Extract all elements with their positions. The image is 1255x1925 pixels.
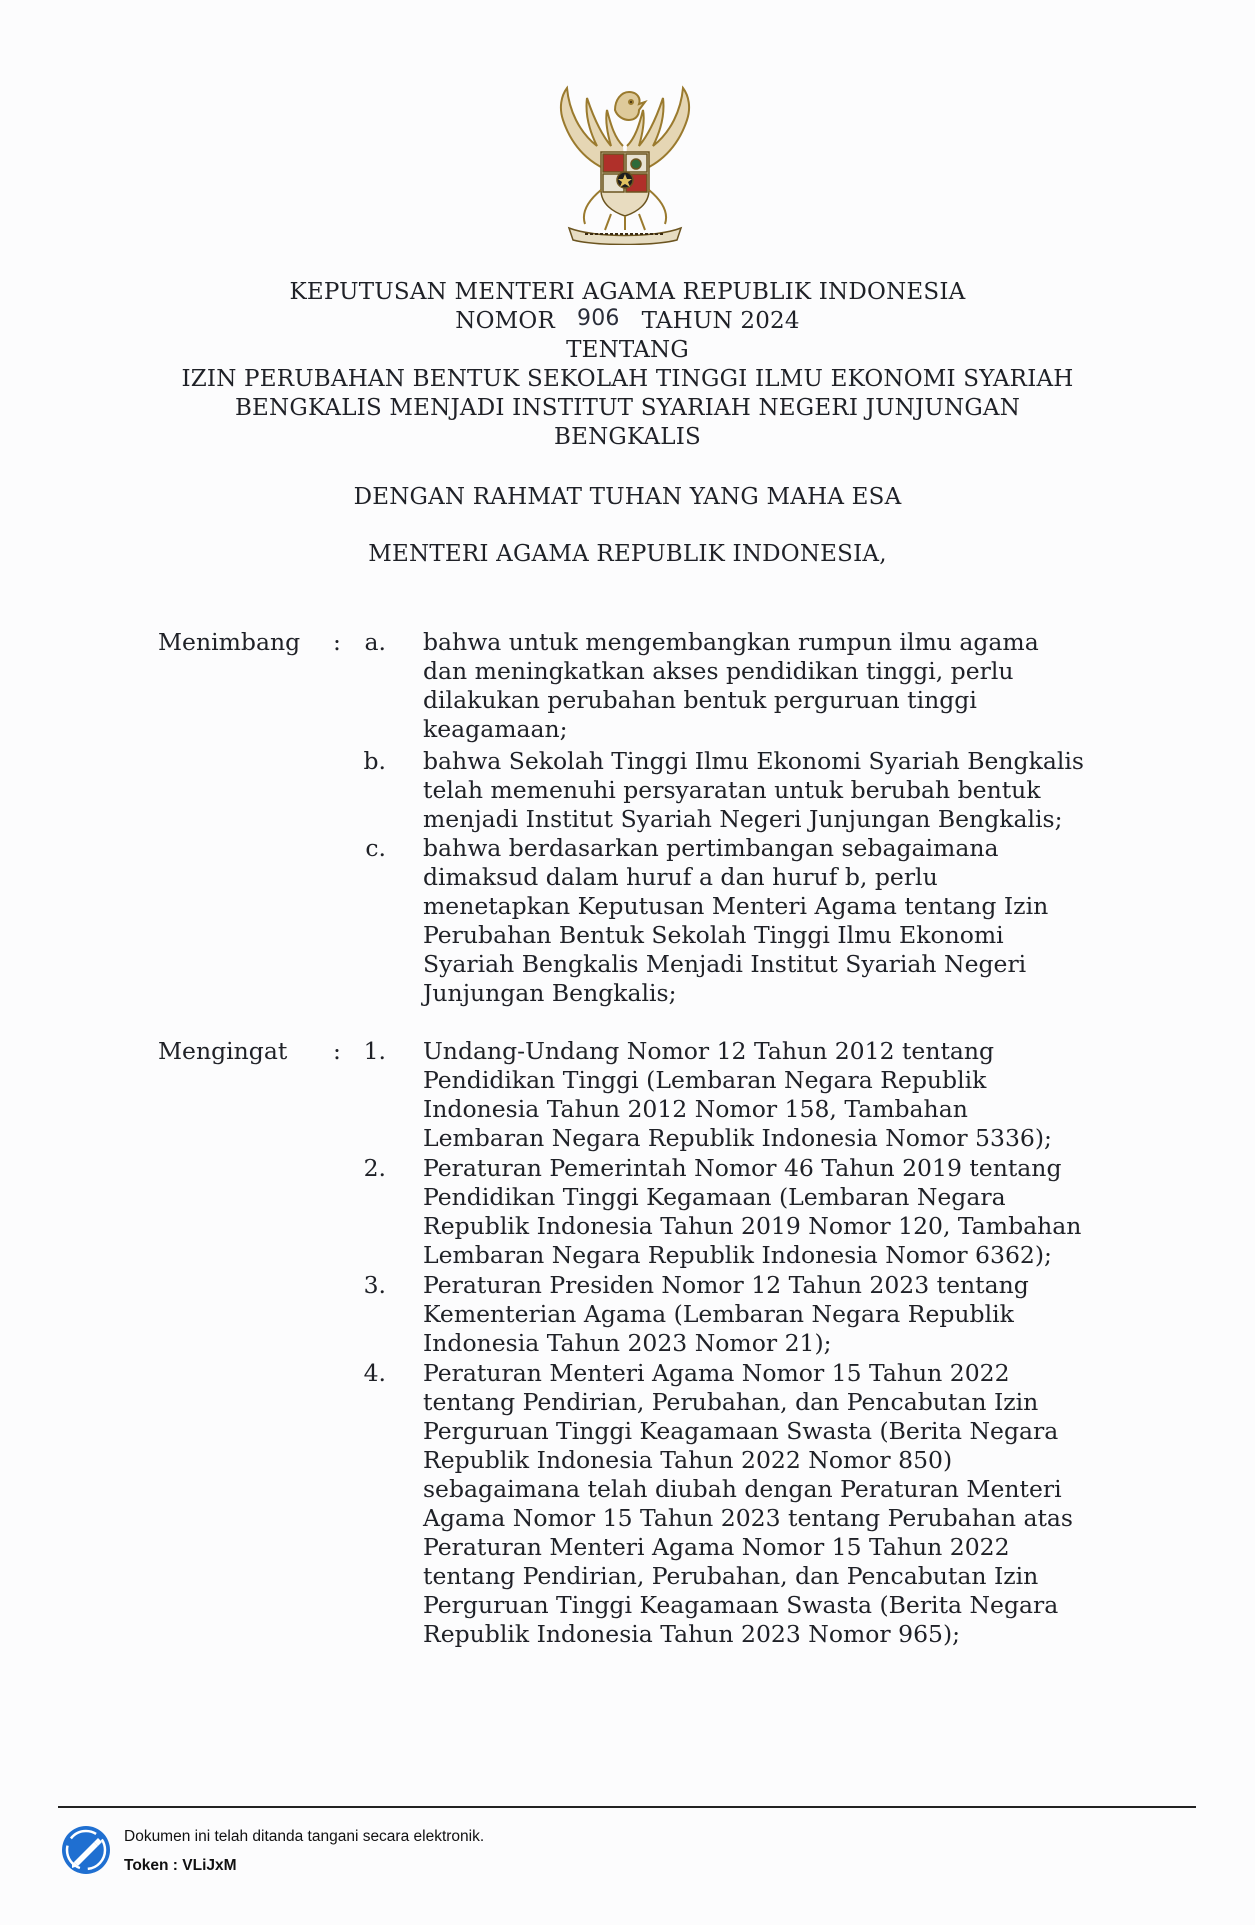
item-line: Republik Indonesia Tahun 2022 Nomor 850) bbox=[423, 1446, 953, 1474]
item-marker: 3. bbox=[363, 1271, 386, 1299]
section-colon: : bbox=[333, 628, 341, 656]
item-marker: 4. bbox=[363, 1359, 386, 1387]
item-line: Kementerian Agama (Lembaran Negara Republik bbox=[423, 1300, 1014, 1328]
decree-number-suffix: TAHUN 2024 bbox=[641, 308, 800, 334]
item-line: telah memenuhi persyaratan untuk berubah bentuk bbox=[423, 776, 1041, 804]
decree-number-handwritten: 906 bbox=[577, 306, 620, 331]
item-line: Peraturan Menteri Agama Nomor 15 Tahun 2022 bbox=[423, 1359, 1010, 1387]
item-line: sebagaimana telah diubah dengan Peraturan Menteri bbox=[423, 1475, 1062, 1503]
section-label: Menimbang bbox=[158, 628, 301, 656]
item-line: Lembaran Negara Republik Indonesia Nomor 5336); bbox=[423, 1124, 1052, 1152]
minister-title: MENTERI AGAMA REPUBLIK INDONESIA, bbox=[368, 541, 887, 567]
item-line: dan meningkatkan akses pendidikan tinggi, perlu bbox=[423, 657, 1014, 685]
item-text bbox=[423, 834, 1102, 1008]
item-line: bahwa Sekolah Tinggi Ilmu Ekonomi Syariah Bengkalis bbox=[423, 747, 1084, 775]
item-line: bahwa berdasarkan pertimbangan sebagaimana bbox=[423, 834, 999, 862]
decree-subject-line: BENGKALIS bbox=[554, 424, 701, 450]
section-label: Mengingat bbox=[158, 1037, 288, 1065]
item-line: Pendidikan Tinggi (Lembaran Negara Republik bbox=[423, 1066, 987, 1094]
item-marker: a. bbox=[364, 628, 386, 656]
item-line: menjadi Institut Syariah Negeri Junjungan Bengkalis; bbox=[423, 805, 1063, 833]
item-line: Junjungan Bengkalis; bbox=[423, 979, 677, 1007]
item-line: dilakukan perubahan bentuk perguruan tinggi bbox=[423, 686, 977, 714]
decree-number-prefix: NOMOR bbox=[455, 308, 555, 334]
item-line: Syariah Bengkalis Menjadi Institut Syariah Negeri bbox=[423, 950, 1027, 978]
item-text bbox=[423, 1271, 1102, 1358]
decree-title: KEPUTUSAN MENTERI AGAMA REPUBLIK INDONESIA bbox=[289, 279, 966, 305]
item-line: Perubahan Bentuk Sekolah Tinggi Ilmu Ekonomi bbox=[423, 921, 1004, 949]
item-marker: 2. bbox=[363, 1154, 386, 1182]
item-text bbox=[423, 1037, 1102, 1153]
item-text bbox=[423, 628, 1102, 744]
item-marker: b. bbox=[363, 747, 386, 775]
item-text bbox=[423, 1154, 1102, 1270]
item-line: tentang Pendirian, Perubahan, dan Pencabutan Izin bbox=[423, 1562, 1039, 1590]
decree-subject-line: IZIN PERUBAHAN BENTUK SEKOLAH TINGGI ILMU EKONOMI SYARIAH bbox=[181, 366, 1074, 392]
item-line: Peraturan Pemerintah Nomor 46 Tahun 2019 tentang bbox=[423, 1154, 1062, 1182]
garuda-emblem-icon bbox=[545, 80, 705, 245]
section-colon: : bbox=[333, 1037, 341, 1065]
decree-subject-line: BENGKALIS MENJADI INSTITUT SYARIAH NEGERI JUNJUNGAN bbox=[234, 395, 1021, 421]
item-line: Undang-Undang Nomor 12 Tahun 2012 tentang bbox=[423, 1037, 995, 1065]
footer-divider bbox=[58, 1806, 1196, 1808]
item-text bbox=[423, 1359, 1102, 1649]
item-line: keagamaan; bbox=[423, 715, 568, 743]
greeting: DENGAN RAHMAT TUHAN YANG MAHA ESA bbox=[353, 484, 902, 510]
item-line: Republik Indonesia Tahun 2023 Nomor 965); bbox=[423, 1620, 961, 1648]
item-line: Peraturan Menteri Agama Nomor 15 Tahun 2022 bbox=[423, 1533, 1010, 1561]
item-line: menetapkan Keputusan Menteri Agama tentang Izin bbox=[423, 892, 1049, 920]
e-signature-token: Token : VLiJxM bbox=[124, 1857, 237, 1874]
item-line: Perguruan Tinggi Keagamaan Swasta (Berita Negara bbox=[423, 1417, 1059, 1445]
decree-number-line bbox=[0, 307, 1255, 336]
item-line: Republik Indonesia Tahun 2019 Nomor 120, Tambahan bbox=[423, 1212, 1082, 1240]
item-line: Perguruan Tinggi Keagamaan Swasta (Berita Negara bbox=[423, 1591, 1059, 1619]
item-line: Lembaran Negara Republik Indonesia Nomor 6362); bbox=[423, 1241, 1052, 1269]
item-line: tentang Pendirian, Perubahan, dan Pencabutan Izin bbox=[423, 1388, 1039, 1416]
e-signature-note: Dokumen ini telah ditanda tangani secara elektronik. bbox=[124, 1828, 485, 1845]
item-line: Pendidikan Tinggi Kegamaan (Lembaran Negara bbox=[423, 1183, 1006, 1211]
item-line: bahwa untuk mengembangkan rumpun ilmu agama bbox=[423, 628, 1039, 656]
electronic-signature-icon bbox=[60, 1824, 112, 1876]
item-marker: c. bbox=[365, 834, 386, 862]
item-line: Indonesia Tahun 2023 Nomor 21); bbox=[423, 1329, 832, 1357]
decree-header bbox=[0, 278, 1255, 452]
item-line: Indonesia Tahun 2012 Nomor 158, Tambahan bbox=[423, 1095, 968, 1123]
item-line: Peraturan Presiden Nomor 12 Tahun 2023 tentang bbox=[423, 1271, 1029, 1299]
item-line: Agama Nomor 15 Tahun 2023 tentang Perubahan atas bbox=[423, 1504, 1073, 1532]
item-marker: 1. bbox=[363, 1037, 386, 1065]
decree-about: TENTANG bbox=[566, 337, 689, 363]
item-text bbox=[423, 747, 1102, 834]
item-line: dimaksud dalam huruf a dan huruf b, perlu bbox=[423, 863, 938, 891]
